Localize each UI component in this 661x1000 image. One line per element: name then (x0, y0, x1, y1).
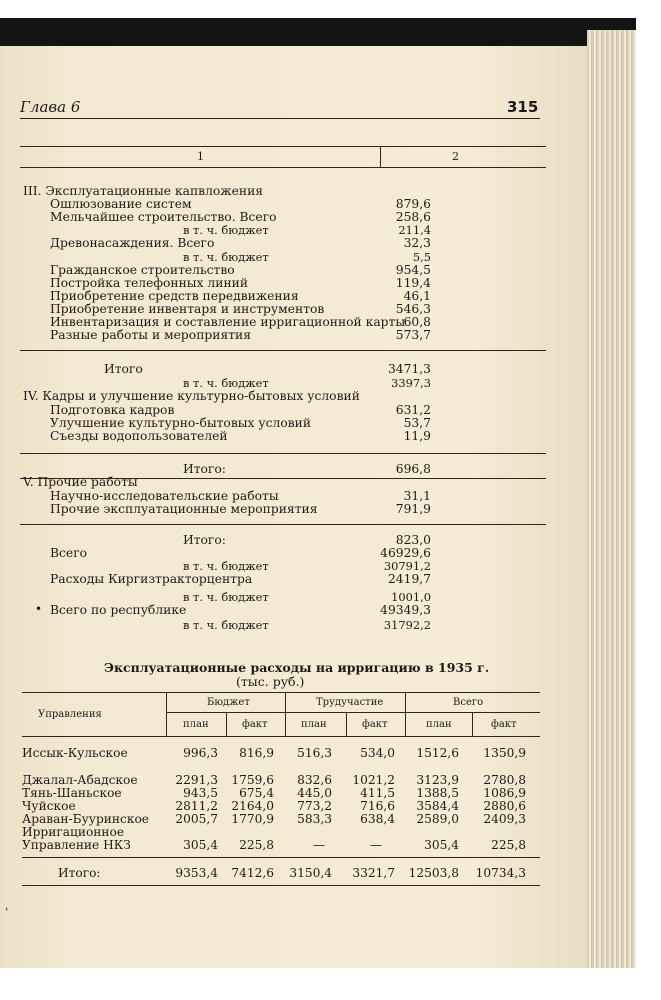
row-label: Расходы Киргизтракторцентра (50, 572, 253, 586)
cell: — (312, 838, 325, 852)
row-label: в т. ч. бюджет (183, 559, 269, 573)
subhead-fact: факт (491, 719, 517, 730)
row-value: 46929,6 (380, 546, 431, 560)
group-total: Всего (453, 697, 484, 708)
column-header-2: 2 (452, 150, 459, 163)
row-label: Приобретение средств передвижения (50, 289, 299, 303)
list-item (0, 559, 587, 573)
cell: 7412,6 (231, 866, 274, 880)
cell: 638,4 (360, 812, 395, 826)
cell: 2164,0 (231, 799, 274, 813)
list-item (0, 533, 587, 547)
section-rule (20, 524, 546, 525)
row-label: Съезды водопользователей (50, 429, 228, 443)
row-label: Научно-исследовательские работы (50, 489, 279, 503)
total-label: Итого: (58, 866, 101, 880)
list-item (0, 546, 587, 560)
cell: 583,3 (297, 812, 332, 826)
cell: 225,8 (491, 838, 526, 852)
group-labor: Трудучастие (316, 697, 384, 708)
cell: — (369, 838, 382, 852)
subhead-plan: план (426, 719, 452, 730)
cell: 411,5 (360, 786, 395, 800)
table-caption: Эксплуатационные расходы на ирригацию в 1935 г. (104, 660, 490, 675)
row-value: 631,2 (395, 403, 431, 417)
subhead-plan: план (183, 719, 209, 730)
row-label: в т. ч. бюджет (183, 376, 269, 390)
list-item (0, 429, 587, 443)
cell: 3123,9 (416, 773, 459, 787)
row-value: 32,3 (403, 236, 431, 250)
cell: 2811,2 (175, 799, 218, 813)
row-value: 791,9 (395, 502, 431, 516)
table-vline (226, 712, 227, 736)
row-value: 60,8 (403, 315, 431, 329)
cell: 445,0 (297, 786, 332, 800)
row-label: Древонасаждения. Всего (50, 236, 215, 250)
row-value: 1001,0 (391, 590, 431, 604)
row-name: Управление НКЗ (22, 838, 131, 852)
row-name: Джалал-Абадское (22, 773, 138, 787)
row-value: 211,4 (398, 223, 431, 237)
subhead-plan: план (301, 719, 327, 730)
cell: 3150,4 (289, 866, 332, 880)
list-item (0, 210, 587, 224)
subhead-fact: факт (362, 719, 388, 730)
table-unit: (тыс. руб.) (236, 674, 305, 689)
subhead-fact: факт (242, 719, 268, 730)
table-vline (346, 712, 347, 736)
cell: 943,5 (183, 786, 218, 800)
column-header-1: 1 (197, 150, 204, 163)
row-name: Чуйское (22, 799, 76, 813)
cell: 2409,3 (483, 812, 526, 826)
cell: 996,3 (183, 746, 218, 760)
list-item (0, 289, 587, 303)
row-value: 546,3 (395, 302, 431, 316)
section-rule (20, 453, 546, 454)
list-item (0, 618, 587, 632)
list-item (0, 572, 587, 586)
table-vline (166, 692, 167, 736)
row-name: Ирригационное (22, 825, 125, 839)
list-item (0, 236, 587, 250)
row-value: 5,5 (412, 250, 431, 264)
row-label: в т. ч. бюджет (183, 223, 269, 237)
list-item (0, 489, 587, 503)
row-value: 31792,2 (383, 618, 431, 632)
table-rule (22, 736, 540, 737)
row-label: Инвентаризация и составление ирригационной карты (50, 315, 406, 329)
list-item (0, 250, 587, 264)
header-rule (20, 118, 540, 119)
cell: 2589,0 (416, 812, 459, 826)
row-value: 46,1 (403, 289, 431, 303)
row-value: 119,4 (395, 276, 431, 290)
cell: 716,6 (360, 799, 395, 813)
list-item (0, 263, 587, 277)
cell: 675,4 (239, 786, 274, 800)
table-rule (22, 857, 540, 858)
cell: 1086,9 (483, 786, 526, 800)
scanner-edge-top (0, 18, 636, 46)
cell: 1350,9 (483, 746, 526, 760)
list-item (0, 302, 587, 316)
page-edges (587, 30, 636, 968)
group-budget: Бюджет (207, 697, 250, 708)
row-value: 954,5 (395, 263, 431, 277)
cell: 3584,4 (416, 799, 459, 813)
row-value: 879,6 (395, 197, 431, 211)
list-item (0, 502, 587, 516)
cell: 2291,3 (175, 773, 218, 787)
row-value: 31,1 (403, 489, 431, 503)
row-label: Итого: (183, 462, 226, 476)
row-label: V. Прочие работы (23, 475, 138, 489)
row-value: 2419,7 (387, 572, 431, 586)
row-label: в т. ч. бюджет (183, 590, 269, 604)
row-value: 53,7 (403, 416, 431, 430)
row-name: Араван-Бууринское (22, 812, 150, 826)
cell: 9353,4 (175, 866, 218, 880)
list-item (0, 462, 587, 476)
cell: 12503,8 (408, 866, 459, 880)
cell: 2005,7 (175, 812, 218, 826)
list-item (0, 276, 587, 290)
row-label: Разные работы и мероприятия (50, 328, 251, 342)
table-rule (22, 692, 540, 693)
row-label: Улучшение культурно-бытовых условий (50, 416, 312, 430)
row-value: 823,0 (395, 533, 431, 547)
row-value: 49349,3 (380, 603, 431, 617)
row-label: Подготовка кадров (50, 403, 175, 417)
list-item (0, 403, 587, 417)
list-item (0, 184, 587, 198)
table-header-rule (20, 167, 546, 168)
cell: 2880,6 (483, 799, 526, 813)
table-vline (285, 692, 286, 736)
row-label: Итого (104, 362, 143, 376)
row-name: Иссык-Кульское (22, 746, 128, 760)
cell: 1770,9 (231, 812, 274, 826)
cell: 832,6 (297, 773, 332, 787)
cell: 1512,6 (416, 746, 459, 760)
row-value: 696,8 (395, 462, 431, 476)
cell: 773,2 (297, 799, 332, 813)
list-item (0, 376, 587, 390)
list-item (0, 603, 587, 617)
row-value: 11,9 (403, 429, 431, 443)
row-label: IV. Кадры и улучшение культурно-бытовых условий (23, 389, 360, 403)
row-label: III. Эксплуатационные капвложения (23, 184, 264, 198)
row-label: Всего по республике (50, 603, 187, 617)
row-label: Мельчайшее строительство. Всего (50, 210, 277, 224)
cell: 225,8 (239, 838, 274, 852)
list-item (0, 223, 587, 237)
row-label: Приобретение инвентаря и инструментов (50, 302, 325, 316)
cell: 516,3 (297, 746, 332, 760)
list-item (0, 416, 587, 430)
cell: 3321,7 (352, 866, 395, 880)
cell: 1759,6 (231, 773, 274, 787)
cell: 305,4 (424, 838, 459, 852)
table-rule (166, 712, 540, 713)
row-value: 573,7 (395, 328, 431, 342)
list-item (0, 475, 587, 489)
row-label: Прочие эксплуатационные мероприятия (50, 502, 318, 516)
row-value: 3471,3 (387, 362, 431, 376)
cell: 534,0 (360, 746, 395, 760)
list-item (0, 362, 587, 376)
table-vline (472, 712, 473, 736)
row-value: 3397,3 (391, 376, 431, 390)
management-header: Управления (38, 709, 102, 720)
list-item (0, 328, 587, 342)
print-speck: ˌ (5, 898, 9, 912)
page-number: 315 (507, 98, 539, 116)
print-speck: • (35, 602, 43, 616)
chapter-title: Глава 6 (20, 98, 81, 116)
cell: 10734,3 (475, 866, 526, 880)
row-label: Постройка телефонных линий (50, 276, 249, 290)
row-label: Всего (50, 546, 88, 560)
row-label: Гражданское строительство (50, 263, 235, 277)
cell: 816,9 (239, 746, 274, 760)
list-item (0, 197, 587, 211)
table-vline (405, 692, 406, 736)
list-item (0, 315, 587, 329)
row-value: 30791,2 (383, 559, 431, 573)
section-rule (20, 350, 546, 351)
cell: 305,4 (183, 838, 218, 852)
row-label: в т. ч. бюджет (183, 618, 269, 632)
row-label: в т. ч. бюджет (183, 250, 269, 264)
table-top-rule (20, 146, 546, 147)
row-label: Итого: (183, 533, 226, 547)
row-value: 258,6 (395, 210, 431, 224)
table-rule (22, 885, 540, 886)
column-divider (380, 146, 381, 167)
cell: 1021,2 (352, 773, 395, 787)
row-label: Ошлюзование систем (50, 197, 192, 211)
list-item (0, 389, 587, 403)
row-name: Тянь-Шаньское (22, 786, 122, 800)
cell: 2780,8 (483, 773, 526, 787)
cell: 1388,5 (416, 786, 459, 800)
list-item (0, 590, 587, 604)
